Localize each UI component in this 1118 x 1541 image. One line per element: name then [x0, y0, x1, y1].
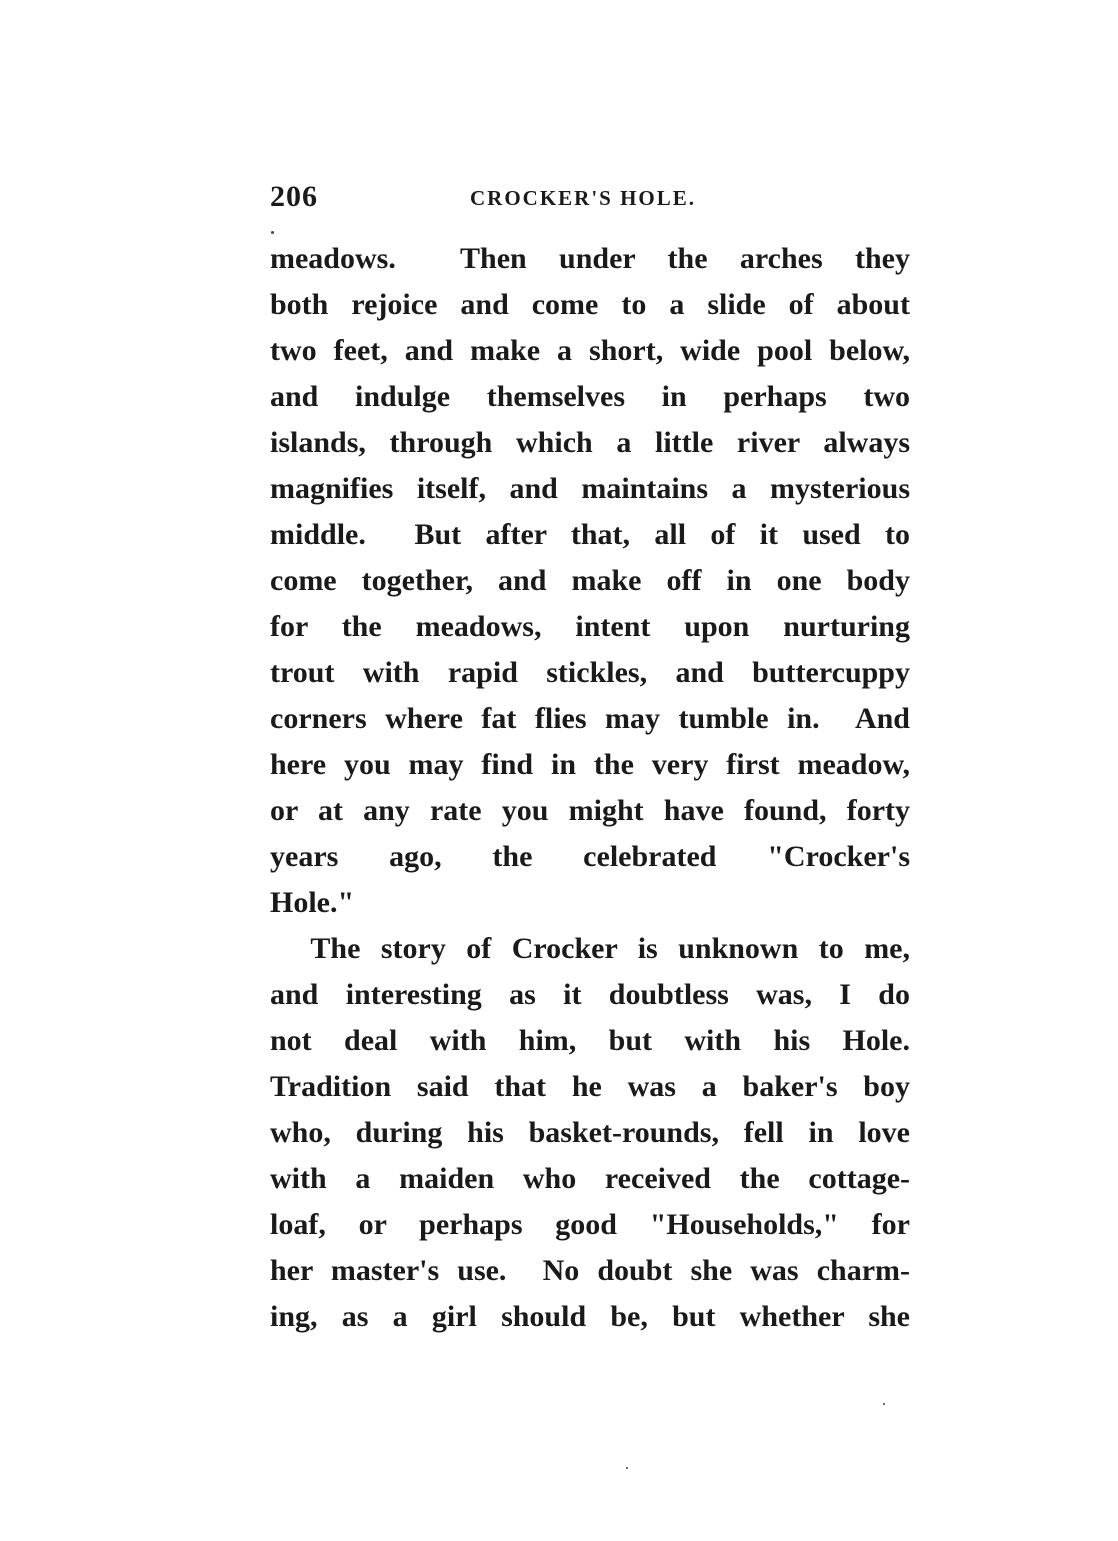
text-line: meadows. Then under the arches they — [270, 242, 910, 275]
text-line: Hole." — [270, 886, 355, 919]
paragraph — [270, 236, 910, 926]
scan-speck — [626, 1467, 628, 1469]
text-line: not deal with him, but with his Hole. — [270, 1024, 910, 1057]
text-line: and indulge themselves in perhaps two — [270, 380, 910, 413]
paragraph — [270, 926, 910, 1340]
text-line: for the meadows, intent upon nurturing — [270, 610, 910, 643]
body-text — [270, 236, 910, 1340]
text-line: The story of Crocker is unknown to me, — [270, 932, 910, 965]
text-line: who, during his basket-rounds, fell in love — [270, 1116, 910, 1149]
scan-speck — [883, 1403, 885, 1405]
text-line: Tradition said that he was a baker's boy — [270, 1070, 910, 1103]
text-line: both rejoice and come to a slide of about — [270, 288, 910, 321]
text-line: two feet, and make a short, wide pool below, — [270, 334, 910, 367]
text-line: years ago, the celebrated "Crocker's — [270, 840, 910, 873]
text-line: with a maiden who received the cottage- — [270, 1162, 910, 1195]
text-line: ing, as a girl should be, but whether she — [270, 1300, 910, 1333]
text-line: come together, and make off in one body — [270, 564, 910, 597]
text-line: islands, through which a little river always — [270, 426, 910, 459]
text-line: corners where fat flies may tumble in. And — [270, 702, 910, 735]
text-line: trout with rapid stickles, and buttercuppy — [270, 656, 910, 689]
running-title: CROCKER'S HOLE. — [470, 186, 697, 210]
text-line: her master's use. No doubt she was charm- — [270, 1254, 910, 1287]
running-head — [270, 180, 910, 220]
text-line: middle. But after that, all of it used to — [270, 518, 910, 551]
page-number: 206 — [270, 180, 318, 213]
text-line: loaf, or perhaps good "Households," for — [270, 1208, 910, 1241]
text-line: here you may find in the very first meadow, — [270, 748, 910, 781]
text-line: magnifies itself, and maintains a mysterious — [270, 472, 910, 505]
scan-speck — [271, 231, 274, 234]
text-line: and interesting as it doubtless was, I do — [270, 978, 910, 1011]
text-line: or at any rate you might have found, forty — [270, 794, 910, 827]
